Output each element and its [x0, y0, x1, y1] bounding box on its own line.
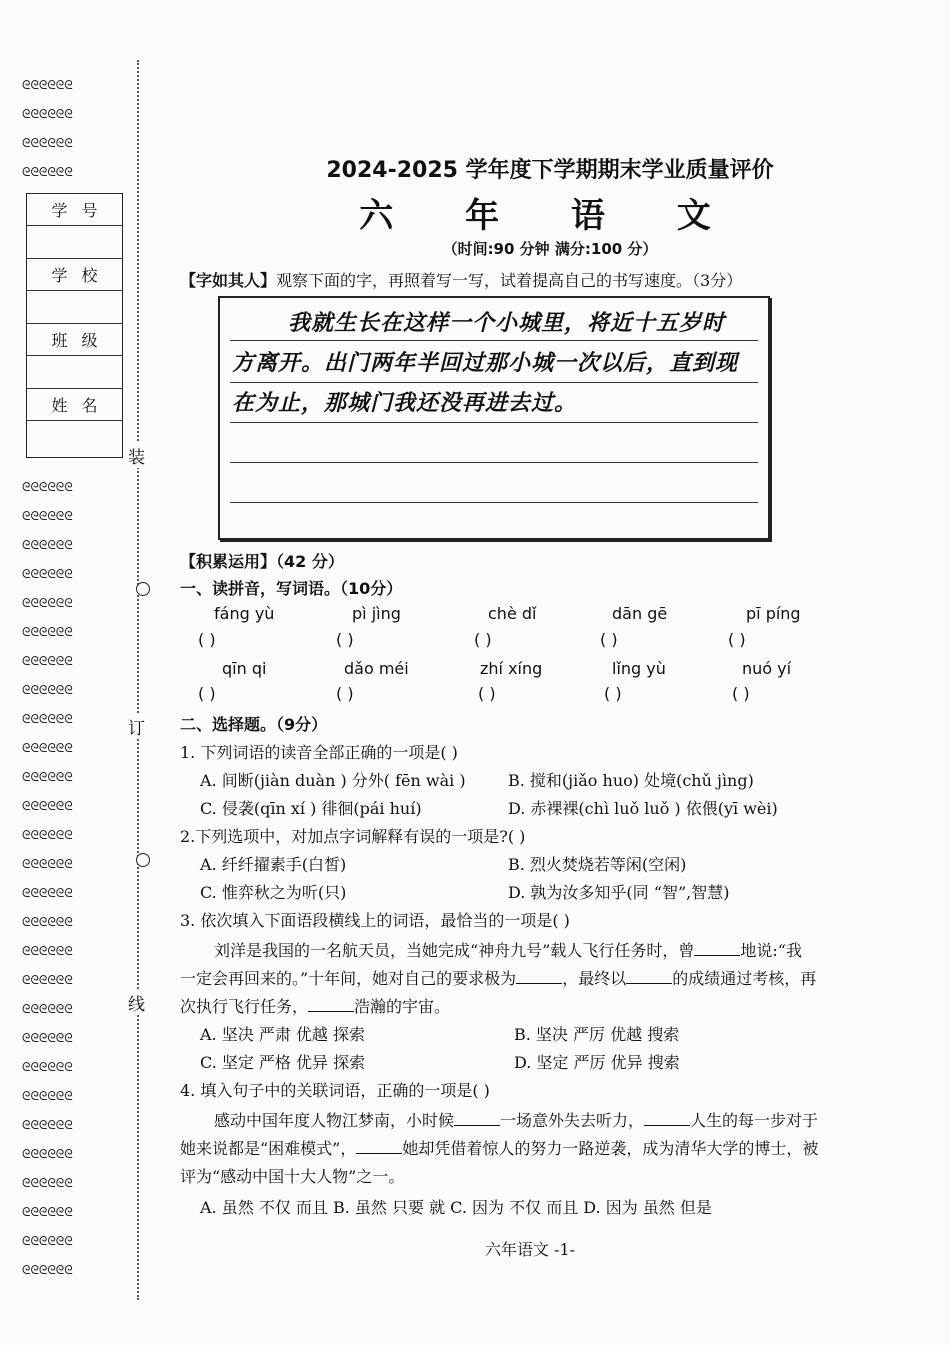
- option-c[interactable]: C. 惟弈秋之为听(只): [200, 883, 347, 902]
- decorative-wave: ᘓᘓᘓᘓᘓᘓ: [22, 828, 73, 842]
- answer-blank[interactable]: ( ): [478, 684, 496, 703]
- section-heading: 【积累运用】（42 分）: [180, 552, 344, 571]
- decorative-wave: ᘓᘓᘓᘓᘓᘓ: [22, 1118, 73, 1132]
- answer-blank[interactable]: ( ): [600, 630, 618, 649]
- decorative-wave: ᘓᘓᘓᘓᘓᘓ: [22, 712, 73, 726]
- fill-blank[interactable]: [308, 1011, 354, 1012]
- pinyin: chè dǐ: [488, 604, 537, 623]
- passage-line: 她来说都是“困难模式”， 她却凭借着惊人的努力一路逆袭，成为清华大学的博士，被: [180, 1139, 819, 1158]
- answer-blank[interactable]: ( ): [474, 630, 492, 649]
- decorative-wave: ᘓᘓᘓᘓᘓᘓ: [22, 538, 73, 552]
- options-row[interactable]: A. 虽然 不仅 而且 B. 虽然 只要 就 C. 因为 不仅 而且 D. 因为 虽然 但是: [200, 1198, 712, 1217]
- pinyin: qīn qi: [222, 659, 267, 678]
- class-field[interactable]: [27, 356, 122, 389]
- option-b[interactable]: B. 烈火焚烧若等闲(空闲): [508, 855, 687, 874]
- page-footer: 六年语文 -1-: [484, 1240, 576, 1259]
- decorative-wave: ᘓᘓᘓᘓᘓᘓ: [22, 741, 73, 755]
- section-heading: 【字如其人】: [180, 271, 277, 290]
- decorative-wave: ᘓᘓᘓᘓᘓᘓ: [22, 683, 73, 697]
- decorative-wave: ᘓᘓᘓᘓᘓᘓ: [22, 799, 73, 813]
- option-b[interactable]: B. 坚决 严厉 优越 搜索: [514, 1025, 680, 1044]
- option-d[interactable]: D. 赤裸裸(chì luǒ luǒ ) 依偎(yī wèi): [508, 799, 778, 818]
- decorative-wave: ᘓᘓᘓᘓᘓᘓ: [22, 944, 73, 958]
- answer-blank[interactable]: ( ): [728, 630, 746, 649]
- fill-blank[interactable]: [516, 983, 562, 984]
- passage-line: 次执行飞行任务， 浩瀚的宇宙。: [180, 997, 451, 1016]
- label-student-id: 学号: [27, 194, 122, 226]
- pinyin: zhí xíng: [480, 659, 543, 678]
- decorative-wave: ᘓᘓᘓᘓᘓᘓ: [22, 973, 73, 987]
- decorative-wave: ᘓᘓᘓᘓᘓᘓ: [22, 1089, 73, 1103]
- binding-mark-xian: 线: [128, 990, 145, 1015]
- question-stem: 2.下列选项中，对加点字词解释有误的一项是?( ): [180, 827, 526, 846]
- question-1-title: 一、读拼音，写词语。（10分）: [180, 579, 403, 598]
- answer-blank[interactable]: ( ): [336, 684, 354, 703]
- fill-blank[interactable]: [644, 1125, 690, 1126]
- passage-line: 刘洋是我国的一名航天员，当她完成“神舟九号”载人飞行任务时，曾 地说:“我: [214, 941, 802, 960]
- decorative-wave: ᘓᘓᘓᘓᘓᘓ: [22, 770, 73, 784]
- option-c[interactable]: C. 坚定 严格 优异 探索: [200, 1053, 366, 1072]
- handwriting-line: 方离开。出门两年半回过那小城一次以后，直到现: [232, 350, 739, 376]
- school-field[interactable]: [27, 291, 122, 324]
- answer-blank[interactable]: ( ): [732, 684, 750, 703]
- decorative-wave: ᘓᘓᘓᘓᘓᘓ: [22, 567, 73, 581]
- question-stem: 3. 依次填入下面语段横线上的词语，最恰当的一项是( ): [180, 911, 570, 930]
- subject-title: 六 年 语 文: [359, 196, 741, 236]
- decorative-wave: ᘓᘓᘓᘓᘓᘓ: [22, 509, 73, 523]
- decorative-wave: ᘓᘓᘓᘓᘓᘓ: [22, 1002, 73, 1016]
- binding-mark-zhuang: 装: [128, 443, 145, 468]
- decorative-wave: ᘓᘓᘓᘓᘓᘓ: [22, 1031, 73, 1045]
- option-b[interactable]: B. 搅和(jiǎo huo) 处境(chǔ jìng): [508, 771, 754, 790]
- pinyin: pì jìng: [352, 604, 401, 623]
- decorative-wave: ᘓᘓᘓᘓᘓᘓ: [22, 1147, 73, 1161]
- answer-blank[interactable]: ( ): [604, 684, 622, 703]
- handwriting-line: 我就生长在这样一个小城里，将近十五岁时: [288, 310, 726, 336]
- decorative-wave: ᘓᘓᘓᘓᘓᘓ: [22, 654, 73, 668]
- pinyin: fáng yù: [214, 604, 275, 623]
- fill-blank[interactable]: [694, 955, 740, 956]
- passage-line: 感动中国年度人物江梦南，小时候 一场意外失去听力， 人生的每一步对于: [214, 1111, 819, 1130]
- decorative-wave: ᘓᘓᘓᘓᘓᘓ: [22, 107, 73, 121]
- binding-mark-ding: 订: [128, 714, 145, 739]
- decorative-wave: ᘓᘓᘓᘓᘓᘓ: [22, 915, 73, 929]
- answer-blank[interactable]: ( ): [198, 630, 216, 649]
- fill-blank[interactable]: [454, 1125, 500, 1126]
- option-a[interactable]: A. 间断(jiàn duàn ) 分外( fēn wài ): [200, 771, 466, 790]
- decorative-wave: ᘓᘓᘓᘓᘓᘓ: [22, 165, 73, 179]
- label-name: 姓名: [27, 389, 122, 421]
- fill-blank[interactable]: [626, 983, 672, 984]
- name-field[interactable]: [27, 421, 122, 453]
- decorative-wave: ᘓᘓᘓᘓᘓᘓ: [22, 1176, 73, 1190]
- fill-blank[interactable]: [356, 1153, 402, 1154]
- question-stem: 1. 下列词语的读音全部正确的一项是( ): [180, 743, 458, 762]
- option-c[interactable]: C. 侵袭(qīn xí ) 徘徊(pái huí): [200, 799, 422, 818]
- handwriting-box[interactable]: [218, 296, 770, 540]
- decorative-wave: ᘓᘓᘓᘓᘓᘓ: [22, 625, 73, 639]
- pinyin: lǐng yù: [612, 659, 666, 678]
- pinyin: dān gē: [612, 604, 668, 623]
- binding-hole-icon: [136, 853, 150, 867]
- exam-title: 2024-2025 学年度下学期期末学业质量评价: [326, 158, 774, 183]
- pinyin: nuó yí: [742, 659, 792, 678]
- answer-blank[interactable]: ( ): [336, 630, 354, 649]
- binding-hole-icon: [136, 582, 150, 596]
- question-stem: 4. 填入句子中的关联词语，正确的一项是( ): [180, 1081, 490, 1100]
- decorative-wave: ᘓᘓᘓᘓᘓᘓ: [22, 1263, 73, 1277]
- handwriting-prompt: [180, 268, 742, 291]
- option-a[interactable]: A. 纤纤擢素手(白皙): [200, 855, 347, 874]
- decorative-wave: ᘓᘓᘓᘓᘓᘓ: [22, 857, 73, 871]
- option-d[interactable]: D. 孰为汝多知乎(同 “智”,智慧): [508, 883, 730, 902]
- option-a[interactable]: A. 坚决 严肃 优越 探索: [200, 1025, 365, 1044]
- label-school: 学校: [27, 259, 122, 291]
- decorative-wave: ᘓᘓᘓᘓᘓᘓ: [22, 596, 73, 610]
- question-2-title: 二、选择题。（9分）: [180, 715, 328, 734]
- decorative-wave: ᘓᘓᘓᘓᘓᘓ: [22, 78, 73, 92]
- pinyin: pī píng: [746, 604, 801, 623]
- decorative-wave: ᘓᘓᘓᘓᘓᘓ: [22, 886, 73, 900]
- decorative-wave: ᘓᘓᘓᘓᘓᘓ: [22, 1060, 73, 1074]
- exam-meta: （时间:90 分钟 满分:100 分）: [442, 240, 658, 258]
- handwriting-line: 在为止，那城门我还没再进去过。: [232, 390, 578, 416]
- option-d[interactable]: D. 坚定 严厉 优异 搜索: [514, 1053, 680, 1072]
- answer-blank[interactable]: ( ): [198, 684, 216, 703]
- passage-line: 一定会再回来的。”十年间，她对自己的要求极为 ，最终以 的成绩通过考核，再: [180, 969, 817, 988]
- decorative-wave: ᘓᘓᘓᘓᘓᘓ: [22, 480, 73, 494]
- instruction-text: 观察下面的字，再照着写一写，试着提高自己的书写速度。（3分）: [276, 271, 743, 290]
- pinyin: dǎo méi: [344, 659, 409, 678]
- decorative-wave: ᘓᘓᘓᘓᘓᘓ: [22, 136, 73, 150]
- passage-line: 评为“感动中国十大人物”之一。: [180, 1167, 405, 1186]
- decorative-wave: ᘓᘓᘓᘓᘓᘓ: [22, 1234, 73, 1248]
- label-class: 班级: [27, 324, 122, 356]
- decorative-wave: ᘓᘓᘓᘓᘓᘓ: [22, 1205, 73, 1219]
